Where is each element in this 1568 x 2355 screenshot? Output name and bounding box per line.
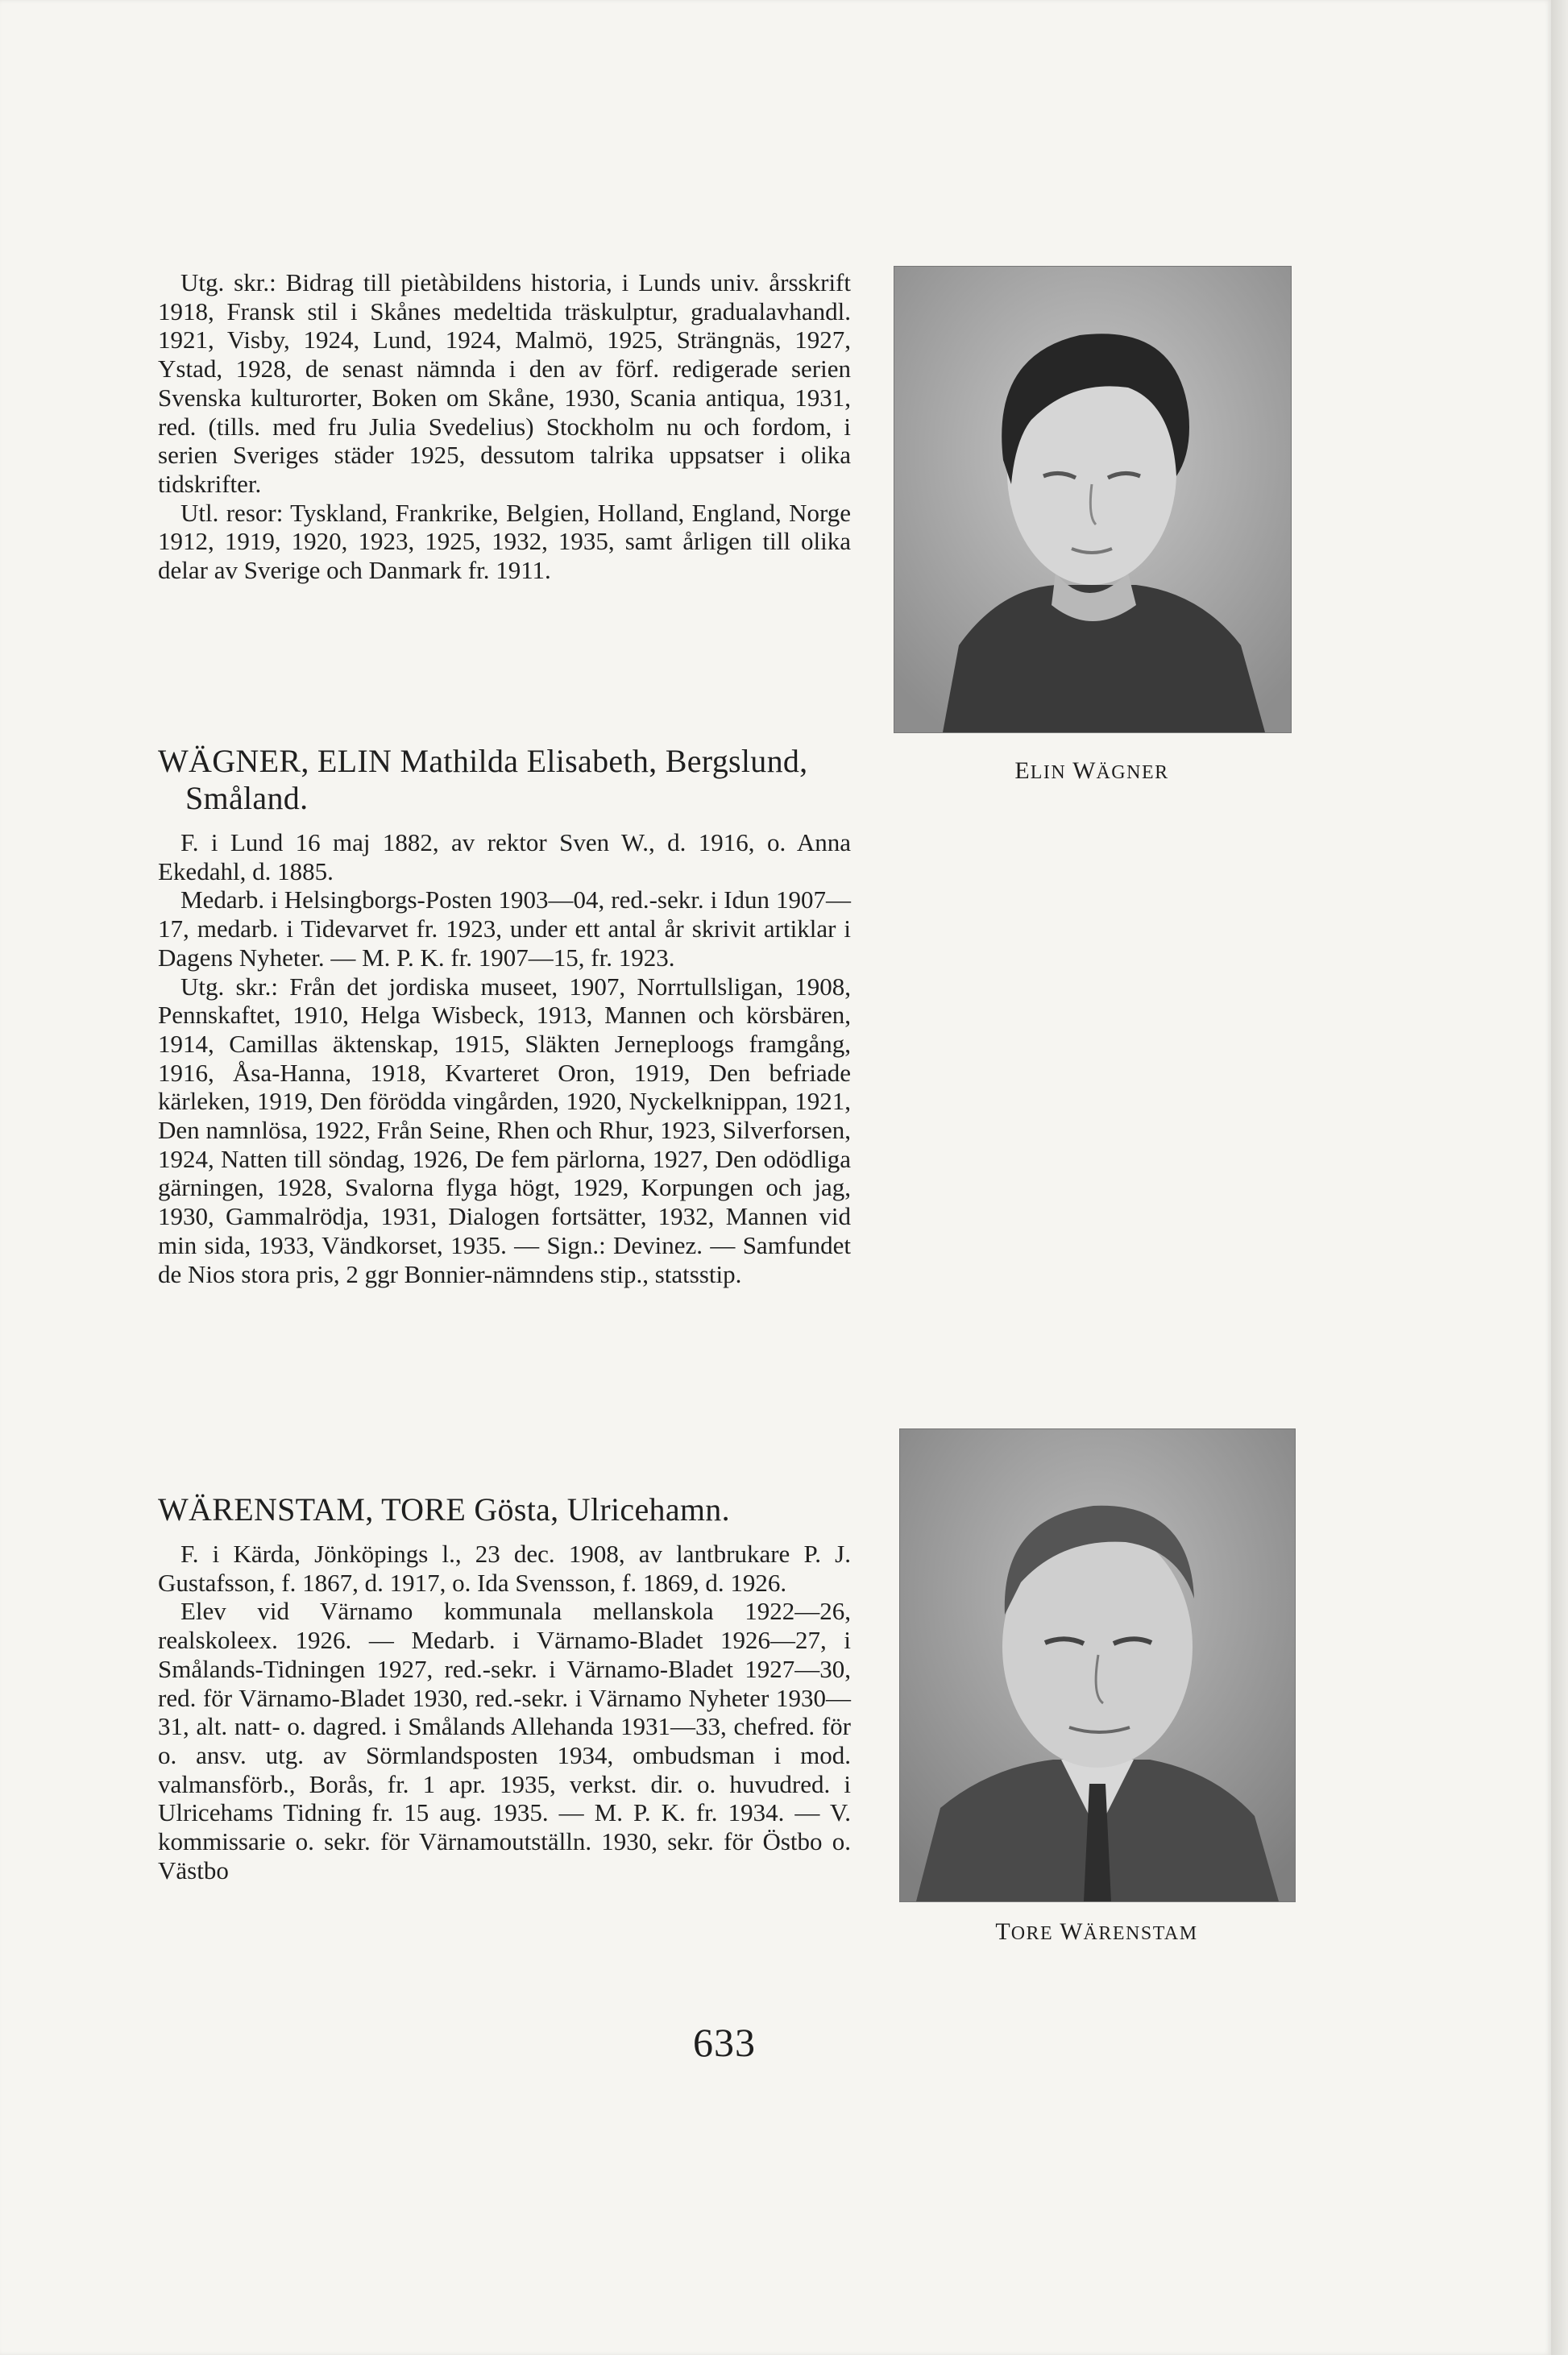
- page-number: 633: [693, 2020, 756, 2065]
- portrait-photo-tore-warenstam: [899, 1428, 1296, 1902]
- entry-warenstam-paragraph-1: F. i Kärda, Jönköpings l., 23 dec. 1908, av lantbrukare P. J. Gustafsson, f. 1867, d. 1917, o. Ida Svensson, f. 1869, d. 1926.: [158, 1540, 851, 1597]
- caption-tore-last-rest: ÄRENSTAM: [1083, 1923, 1198, 1944]
- portrait-tore-warenstam-image: [900, 1429, 1295, 1901]
- caption-tore-first-rest: ORE: [1010, 1923, 1054, 1944]
- entry-wagner-paragraph-1: F. i Lund 16 maj 1882, av rektor Sven W., d. 1916, o. Anna Ekedahl, d. 1885.: [158, 828, 851, 885]
- caption-elin-first-initial: E: [1014, 757, 1031, 784]
- caption-tore-first-initial: T: [995, 1918, 1011, 1945]
- caption-elin-last-rest: ÄGNER: [1096, 762, 1169, 783]
- entry-wagner-paragraph-2: Medarb. i Helsingborgs-Posten 1903—04, red.-sekr. i Idun 1907—17, medarb. i Tidevarvet fr. 1923, under ett antal år skrivit artiklar i Dagens Nyheter. — M. P. K. fr. 1907—15, fr. 1923.: [158, 885, 851, 972]
- entry-warenstam-paragraph-2: Elev vid Värnamo kommunala mellanskola 1922—26, realskoleex. 1926. — Medarb. i Värnamo-Bladet 1926—27, i Smålands-Tidningen 1927, red.-sekr. i Värnamo-Bladet 1927—30, red. för Värnamo-Bladet 1930, red.-sekr. i Värnamo Nyheter 1930—31, alt. natt- o. dagred. i Smålands Allehanda 1931—33, chefred. för o. ansv. utg. av Sörmlandsposten 1934, ombudsman i mod. valmansförb., Borås, fr. 1 apr. 1935, verkst. dir. o. huvudred. i Ulricehams Tidning fr. 15 aug. 1935. — M. P. K. fr. 1934. — V. kommissarie o. sekr. för Värnamoutställn. 1930, sekr. för Östbo o. Västbo: [158, 1597, 851, 1884]
- caption-elin-first-rest: LIN: [1030, 762, 1067, 783]
- entry-wagner: [158, 743, 851, 1288]
- continued-entry: [158, 268, 851, 585]
- entry-wagner-heading: WÄGNER, ELIN Mathilda Elisabeth, Bergslund, Småland.: [158, 743, 808, 816]
- entry-warenstam: [158, 1491, 851, 1884]
- entry-wagner-paragraph-3: Utg. skr.: Från det jordiska museet, 1907, Norrtullsligan, 1908, Pennskaftet, 1910, Helga Wisbeck, 1913, Mannen och körsbären, 1914, Camillas äktenskap, 1915, Släkten Jerneploogs framgång, 1916, Åsa-Hanna, 1918, Kvarteret Oron, 1919, Den befriade kärleken, 1919, Den förödda vingården, 1920, Nyckelknippan, 1921, Den namnlösa, 1922, Från Seine, Rhen och Rhur, 1923, Silverforsen, 1924, Natten till söndag, 1926, De fem pärlorna, 1927, Den odödliga gärningen, 1928, Svalorna flyga högt, 1929, Korpungen och jag, 1930, Gammalrödja, 1931, Dialogen fortsätter, 1932, Mannen vid min sida, 1933, Vändkorset, 1935. — Sign.: Devinez. — Samfundet de Nios stora pris, 2 ggr Bonnier-nämndens stip., statsstip.: [158, 972, 851, 1288]
- caption-elin-wagner: [894, 757, 1290, 785]
- continued-entry-paragraph-2: Utl. resor: Tyskland, Frankrike, Belgien, Holland, England, Norge 1912, 1919, 1920, 1923, 1925, 1932, 1935, samt årligen till olika delar av Sverige och Danmark fr. 1911.: [158, 498, 851, 585]
- entry-warenstam-heading: WÄRENSTAM, TORE Gösta, Ulricehamn.: [158, 1491, 730, 1528]
- portrait-elin-wagner-image: [894, 267, 1291, 732]
- continued-entry-paragraph-1: Utg. skr.: Bidrag till pietàbildens historia, i Lunds univ. årsskrift 1918, Fransk stil i Skånes medeltida träskulptur, gradualavhandl. 1921, Visby, 1924, Lund, 1924, Malmö, 1925, Strängnäs, 1927, Ystad, 1928, de senast nämnda i den av förf. redigerade serien Svenska kulturorter, Boken om Skåne, 1930, Scania antiqua, 1931, red. (tills. med fru Julia Svedelius) Stockholm nu och fordom, i serien Sveriges städer 1925, dessutom talrika uppsatser i olika tidskrifter.: [158, 268, 851, 498]
- portrait-photo-elin-wagner: [894, 266, 1292, 733]
- caption-tore-last-initial: W: [1060, 1918, 1084, 1945]
- caption-elin-last-initial: W: [1072, 757, 1097, 784]
- page-edge: [1551, 0, 1568, 2355]
- caption-tore-warenstam: [899, 1918, 1294, 1946]
